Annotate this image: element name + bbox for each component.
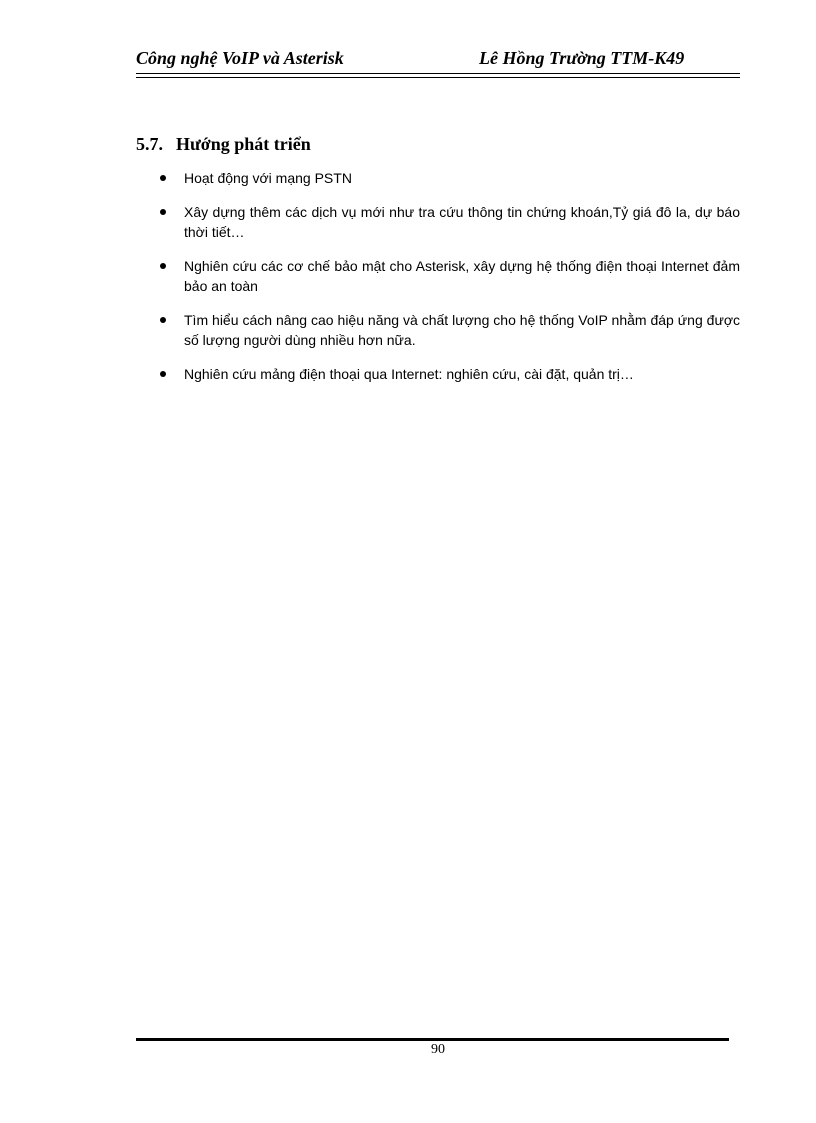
section-heading bbox=[136, 134, 311, 155]
footer-divider bbox=[136, 1038, 729, 1041]
list-item bbox=[160, 256, 740, 296]
list-item-text: Nghiên cứu các cơ chế bảo mật cho Asterisk, xây dựng hệ thống điện thoại Internet đảm bảo an toàn bbox=[184, 258, 740, 294]
bullet-icon bbox=[160, 317, 166, 323]
list-item bbox=[160, 364, 740, 384]
list-item bbox=[160, 310, 740, 350]
page-number: 90 bbox=[431, 1042, 445, 1057]
header-author: Lê Hồng Trường TTM-K49 bbox=[479, 48, 685, 68]
bullet-icon bbox=[160, 209, 166, 215]
page-header bbox=[136, 48, 740, 74]
section-title: Hướng phát triển bbox=[176, 134, 311, 154]
bullet-icon bbox=[160, 371, 166, 377]
bullet-list bbox=[160, 168, 740, 398]
list-item-text: Tìm hiểu cách nâng cao hiệu năng và chất lượng cho hệ thống VoIP nhằm đáp ứng được số lượng người dùng nhiều hơn nữa. bbox=[184, 312, 740, 348]
list-item-text: Nghiên cứu mảng điện thoại qua Internet: nghiên cứu, cài đặt, quản trị… bbox=[184, 366, 634, 382]
bullet-icon bbox=[160, 263, 166, 269]
list-item-text: Xây dựng thêm các dịch vụ mới như tra cứu thông tin chứng khoán,Tỷ giá đô la, dự báo thời tiết… bbox=[184, 204, 740, 240]
list-item bbox=[160, 202, 740, 242]
section-number: 5.7. bbox=[136, 134, 163, 154]
header-divider bbox=[136, 73, 740, 74]
bullet-icon bbox=[160, 175, 166, 181]
header-divider-secondary bbox=[136, 77, 740, 78]
list-item-text: Hoạt động với mạng PSTN bbox=[184, 170, 352, 186]
list-item bbox=[160, 168, 740, 188]
header-document-title: Công nghệ VoIP và Asterisk bbox=[136, 48, 344, 68]
